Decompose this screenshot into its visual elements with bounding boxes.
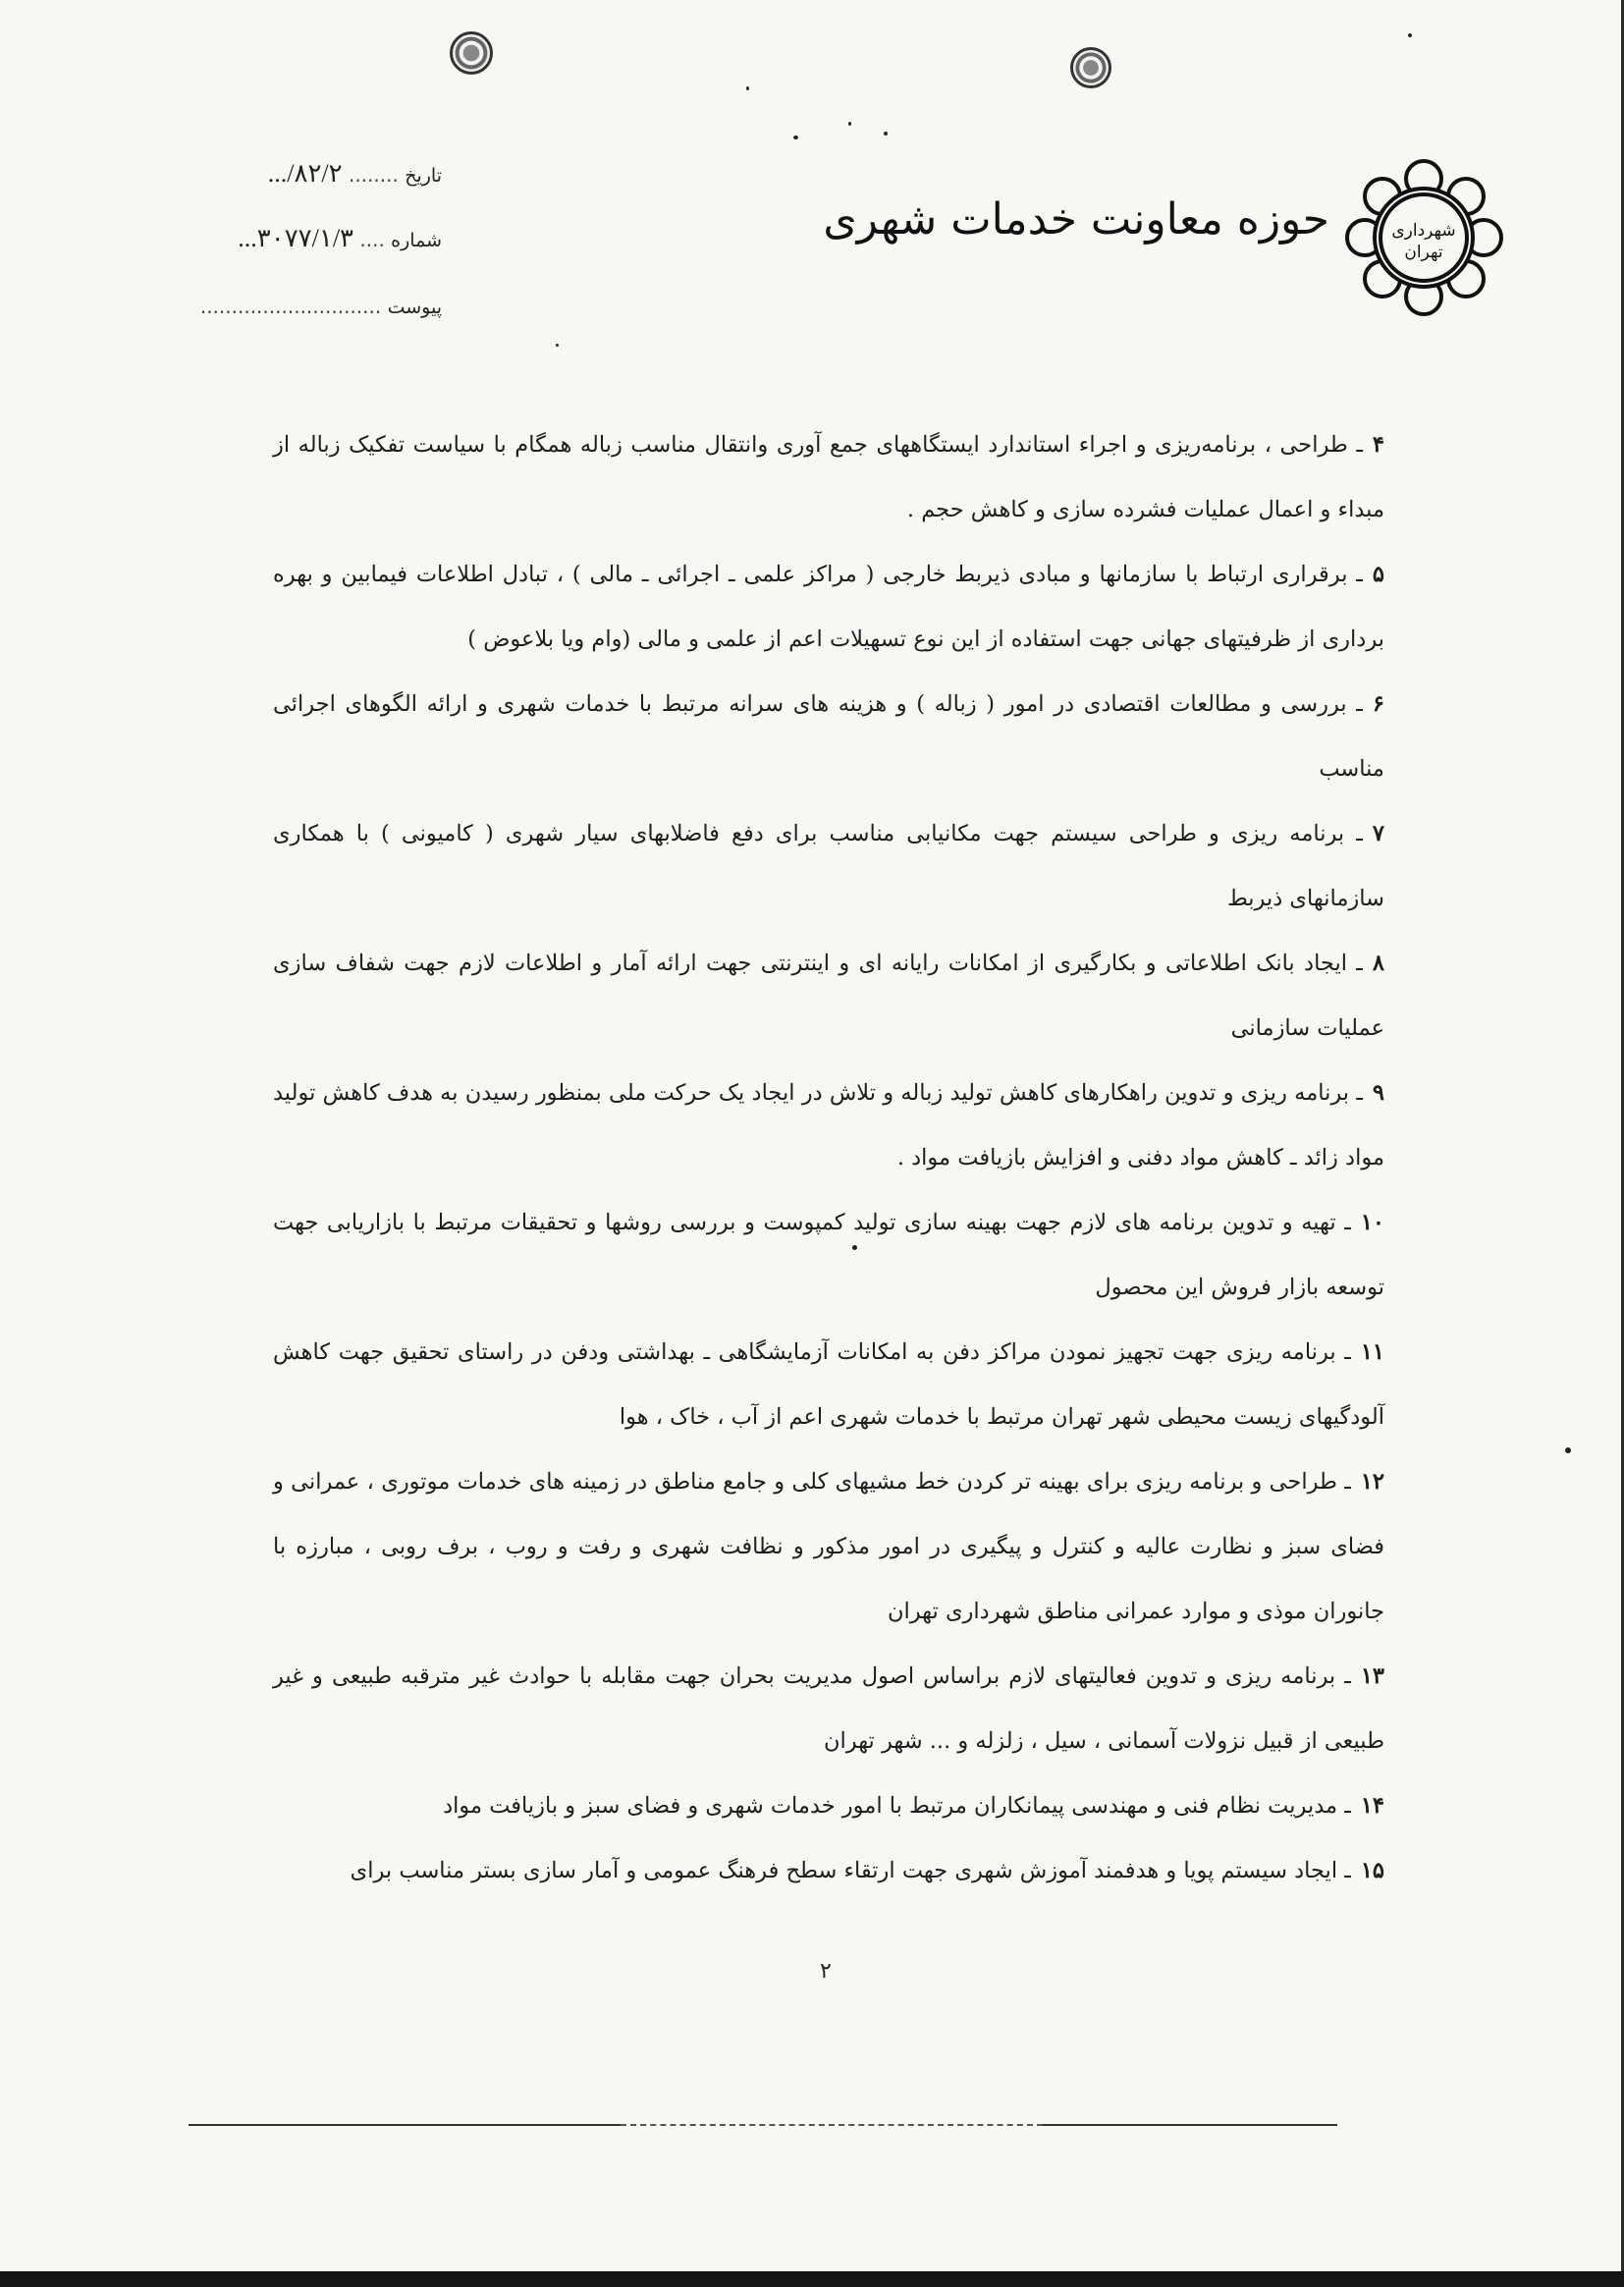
- date-field: [177, 159, 442, 189]
- scan-speck: [1565, 1447, 1571, 1453]
- duty-list: [273, 412, 1384, 1903]
- date-value: ۸۲/۲/...: [267, 159, 343, 188]
- attachment-dots: .............................: [199, 295, 382, 318]
- date-label: تاریخ: [405, 165, 442, 187]
- list-item: ۱۴ـ مدیریت نظام فنی و مهندسی پیمانکاران مرتبط با امور خدمات شهری و فضای سبز و بازیافت مواد: [443, 1793, 1384, 1819]
- scan-speck: [848, 122, 851, 126]
- scan-speck: [556, 344, 559, 347]
- tehran-municipality-logo: [1343, 157, 1505, 319]
- footer-rule: [189, 2124, 621, 2126]
- scan-speck: [1408, 33, 1412, 37]
- footer-rule: [621, 2124, 1043, 2126]
- list-item: ۱۰ـ تهیه و تدوین برنامه های لازم جهت بهینه سازی تولید کمپوست و بررسی روشها و تحقیقات مرتبط با بازاریابی جهت توسعه بازار فروش این محصول: [273, 1210, 1384, 1300]
- number-value: ۳۰۷۷/۱/۳...: [238, 224, 354, 252]
- scan-speck: [884, 132, 888, 136]
- list-item: ۸ـ ایجاد بانک اطلاعاتی و بکارگیری از امکانات رایانه ای و اینترنتی جهت ارائه آمار و اطلاعات لازم جهت شفاف سازی عملیات سازمانی: [273, 951, 1384, 1041]
- number-dots: ....: [359, 228, 385, 251]
- scan-edge-bottom: [0, 2271, 1624, 2287]
- list-item: ۱۲ـ طراحی و برنامه ریزی برای بهینه تر کردن خط مشیهای کلی و جامع مناطق در زمینه های خدمات موتوری ، عمرانی و فضای سبز و نظارت عالیه و کنترل و پیگیری در امور مذکور و نظافت شهری و رفت و روب ، برف روبی ، مبارزه با جانوران موذی و موارد عمرانی مناطق شهرداری تهران: [273, 1469, 1384, 1624]
- list-item: ۵ـ برقراری ارتباط با سازمانها و مبادی ذیربط خارجی ( مراکز علمی ـ اجرائی ـ مالی ) ، تبادل اطلاعات فیمابین و بهره برداری از ظرفیتهای جهانی جهت استفاده از این نوع تسهیلات اعم از علمی و مالی (وام ویا بلاعوض ): [273, 562, 1384, 652]
- list-item: ۶ـ بررسی و مطالعات اقتصادی در امور ( زباله ) و هزینه های سرانه مرتبط با خدمات شهری و ارائه الگوهای اجرائی مناسب: [273, 691, 1384, 782]
- seal-stamp-icon: [1070, 47, 1111, 88]
- footer-rule: [1043, 2124, 1337, 2126]
- list-item: ۱۳ـ برنامه ریزی و تدوین فعالیتهای لازم براساس اصول مدیریت بحران جهت مقابله با حوادث غیر مترقبه طبیعی و غیر طبیعی از قبیل نزولات آسمانی ، سیل ، زلزله و ... شهر تهران: [273, 1663, 1384, 1754]
- seal-stamp-icon: [450, 31, 493, 75]
- list-item: ۷ـ برنامه ریزی و طراحی سیستم جهت مکانیابی مناسب برای دفع فاضلابهای سیار شهری ( کامیونی ) با همکاری سازمانهای ذیربط: [273, 821, 1384, 911]
- page-number: ۲: [820, 1959, 832, 1984]
- svg-text:شهرداری: شهرداری: [1391, 221, 1456, 241]
- list-item: ۴ـ طراحی ، برنامه‌ریزی و اجراء استاندارد ایستگاههای جمع آوری وانتقال مناسب زباله همگام با سیاست تفکیک زباله از مبداء و اعمال عملیات فشرده سازی و کاهش حجم .: [273, 432, 1384, 522]
- date-dots: ........: [348, 163, 399, 187]
- department-title: حوزه معاونت خدمات شهری: [823, 194, 1329, 245]
- scan-speck: [746, 86, 749, 90]
- list-item: ۱۱ـ برنامه ریزی جهت تجهیز نمودن مراکز دفن به امکانات آزمایشگاهی ـ بهداشتی ودفن در راستای تحقیق جهت کاهش آلودگیهای زیست محیطی شهر تهران مرتبط با خدمات شهری اعم از آب ، خاک ، هوا: [273, 1339, 1384, 1430]
- list-item: ۱۵ـ ایجاد سیستم پویا و هدفمند آموزش شهری جهت ارتقاء سطح فرهنگ عمومی و آمار سازی بستر مناسب برای: [350, 1858, 1384, 1883]
- number-label: شماره: [391, 230, 442, 251]
- svg-text:تهران: تهران: [1404, 243, 1443, 262]
- number-field: [177, 224, 442, 253]
- list-item: ۹ـ برنامه ریزی و تدوین راهکارهای کاهش تولید زباله و تلاش در ایجاد یک حرکت ملی بمنظور رسیدن به هدف کاهش تولید مواد زائد ـ کاهش مواد دفنی و افزایش بازیافت مواد .: [273, 1080, 1384, 1171]
- attachment-field: [177, 291, 442, 320]
- scan-speck: [793, 136, 798, 139]
- attachment-label: پیوست: [387, 297, 442, 318]
